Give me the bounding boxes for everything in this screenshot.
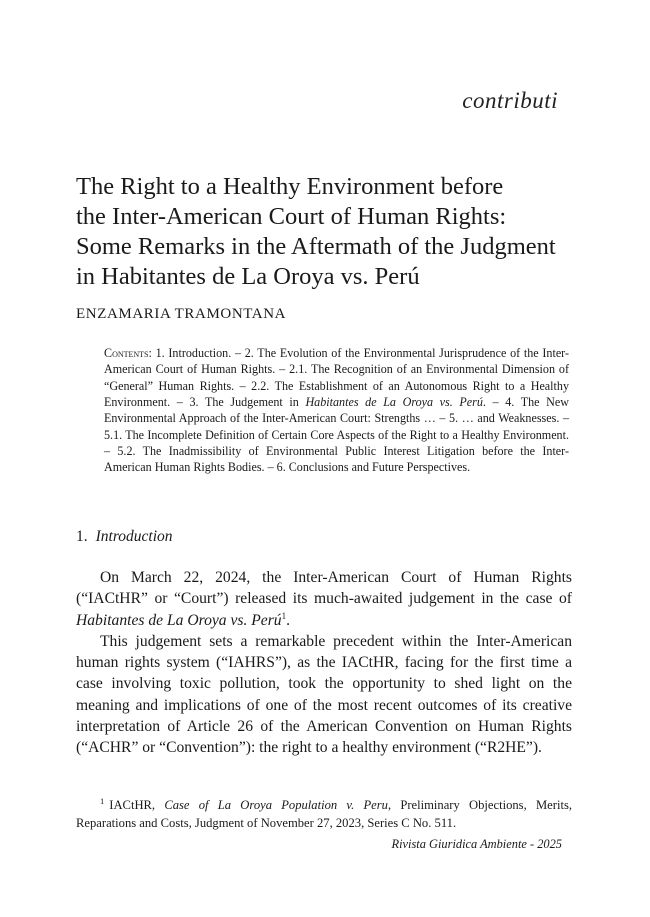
title-line: the Inter-American Court of Human Rights: [76,203,507,230]
contents-text: . – 4. The New Environmental Approach of the Inter-American Court: Strengths … – 5. … and Weaknesses. – 5.1. The Incomplete Definition of Certain Core Aspects of the Right to a Healthy Environment. – 5.2. The Inadmissibility of Environmental Public Interest Litigation before the Inter-American Human Rights Bodies. – 6. Conclusions and Future Perspectives. [104,395,569,475]
section-title: Introduction [95,528,173,545]
footnote-text: , Preliminary Objections, Merits, Reparations and Costs, Judgment of November 27, 2023, Series C No. 511. [76,798,572,830]
title-line: in Habitantes de La Oroya vs. Perú [76,263,420,290]
paragraph: This judgement sets a remarkable precedent within the Inter-American human rights system (“IAHRS”), as the IACtHR, facing for the first time a case involving toxic pollution, took the opportunity to shed light on the meaning and implications of one of the most recent outcomes of its creative interpretation of Article 26 of the American Convention on Human Rights (“ACHR” or “Convention”): the right to a healthy environment (“R2HE”). [76,632,572,757]
journal-footer: Rivista Giuridica Ambiente - 2025 [391,837,562,851]
table-of-contents [104,345,569,476]
contents-text: 1. Introduction. – 2. The Evolution of the Environmental Jurisprudence of the Inter-American Court of Human Rights. – 2.1. The Recognition of an Environmental Dimension of “General” Human Rights. – 2.2. The Establishment of an Autonomous Right to a Healthy Environment. – 3. The Judgement in [104,346,569,410]
section-number: 1. [76,528,88,545]
body-text [76,567,572,759]
footnote-number: 1 [100,795,105,806]
section-label: contributi [462,88,558,113]
author-name: ENZAMARIA TRAMONTANA [76,306,287,322]
title-line: Some Remarks in the Aftermath of the Judgment [76,233,556,260]
footnote-text: IACtHR, [109,798,165,812]
footnote [76,797,572,832]
paragraph-text: On March 22, 2024, the Inter-American Court of Human Rights (“IACtHR” or “Court”) released its much-awaited judgement in the case of [76,569,572,608]
footnote-case-title: Case of La Oroya Population v. Peru [164,798,388,812]
section-heading [76,528,173,546]
paragraph [76,567,572,631]
paragraph-text: . [286,611,290,629]
contents-lead: Contents: [104,346,152,360]
title-line: The Right to a Healthy Environment before [76,173,504,200]
contents-case-name: Habitantes de La Oroya vs. Perú [305,395,483,410]
footnote-reference[interactable]: 1 [281,610,287,621]
article-title [76,172,596,292]
case-name: Habitantes de La Oroya vs. Perú [76,611,282,629]
